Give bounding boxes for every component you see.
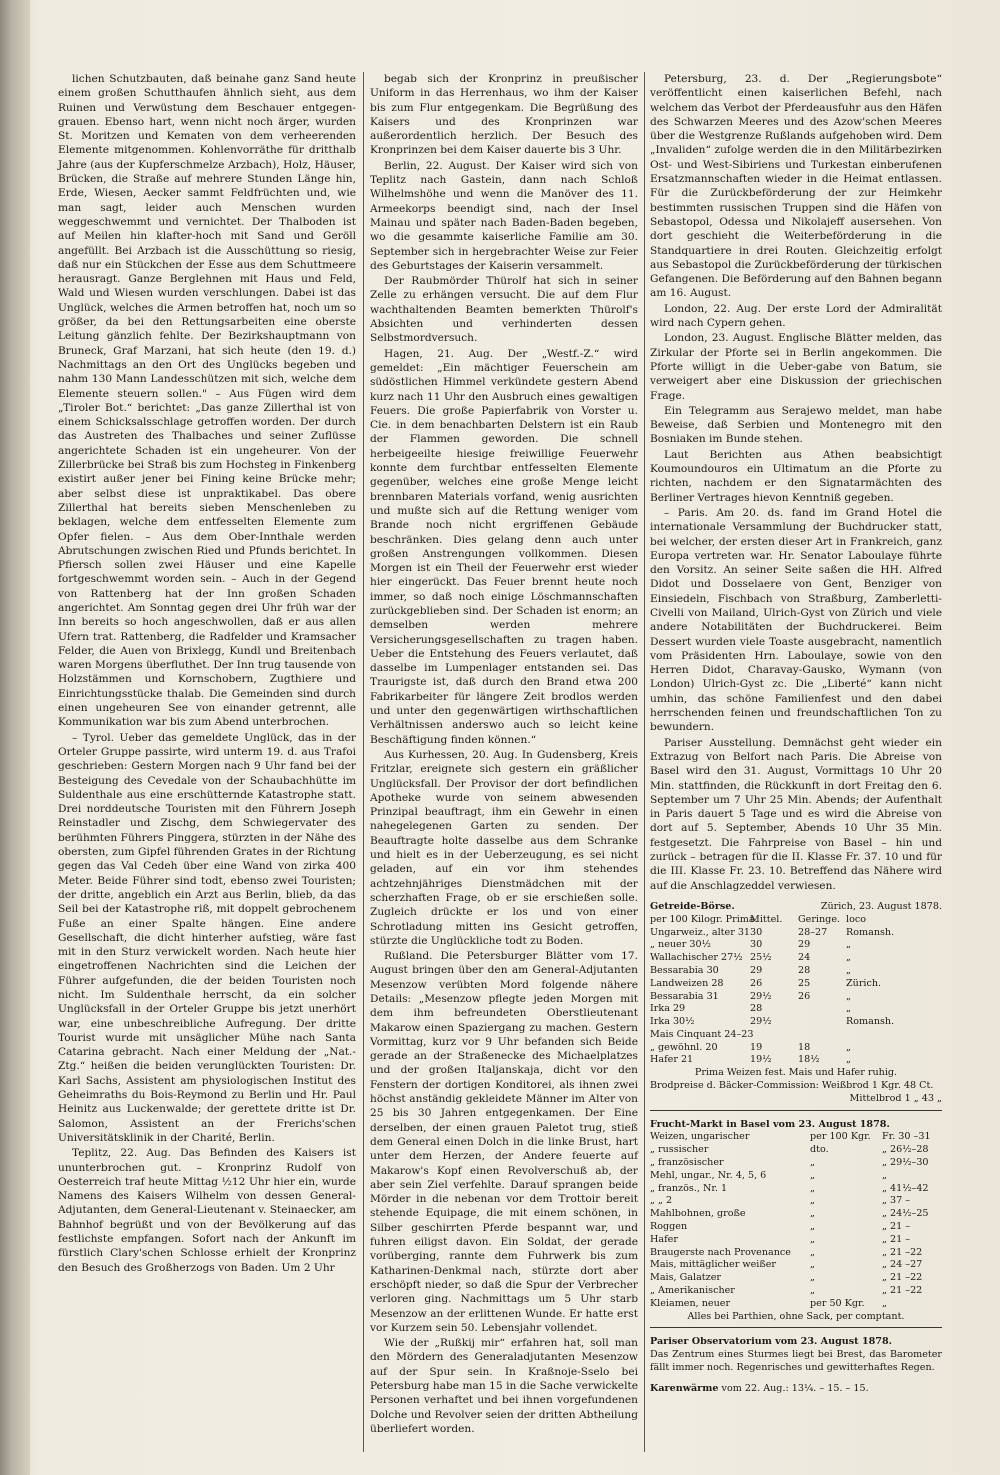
table-cell: „ 24 –27 — [882, 1259, 923, 1271]
temperature-report — [650, 1383, 942, 1396]
table-cell: Romansh. — [846, 1016, 895, 1028]
table-row — [650, 1042, 942, 1055]
table-cell: Roggen — [650, 1221, 688, 1233]
table-cell: „ — [882, 1169, 887, 1181]
table-cell: „ — [846, 1054, 851, 1066]
table-cell: Mais Cinquant 24–23 — [650, 1028, 754, 1040]
table-cell: per 50 Kgr. — [810, 1297, 865, 1309]
grain-exchange-header — [650, 901, 942, 914]
article-paragraph: – Tyrol. Ueber das gemeldete Unglück, das in der Orteler Gruppe passirte, wird unterm 19. d. aus Trafoi geschrieben: Gestern Morgen nach 9 Uhr fand bei der Besteigung des Cevedale von der Schaubachhütte im Suldenthale aus eine erschütternde Katastrophe statt. Drei norddeutsche Touristen mit den Führern Joseph Reinstadler und Zischg, dem Schwiegervater des berühmten Führers Pinggera, stürzten in der Nähe des obersten, zum Gipfel führenden Grates in der Richtung gegen das Val Cedeh über eine Wand von zirka 400 Meter. Beide Führer sind todt, ebenso zwei Touristen; der dritte, angeblich ein Arzt aus Berlin, blieb, da das Seil bei der Katastrophe riß, mit doppelt gebrochenem Fuße an einer Spalte hängen. Eine andere Gesellschaft, die dicht hinterher aufstieg, wäre fast mit in den Sturz verwickelt worden. Nach heute hier eingetroffenen Nachrichten sind die Leichen der Führer aufgefunden, die der beiden Touristen noch nicht. Im Suldenthale herrscht, da ein solcher Unglücksfall in der Orteler Gruppe bis jetzt unerhört war, eine unbeschreibliche Aufregung. Der dritte Tourist wurde mit unsäglicher Mühe nach Santa Catarina gebracht. Nach einer Meldung der „Nat.-Ztg.“ heißen die beiden verunglückten Touristen: Dr. Karl Sachs, Assistent am physiologischen Institut des Geheimraths du Bois-Reymond zu Berlin und Hr. Paul Heinitz aus Luckenwalde; der gerettete dritte ist Dr. Salomon, Assistent an der Frerichs'schen Universitätsklinik in der Charité, Berlin. — [58, 731, 356, 1144]
table-cell: 24 — [798, 952, 811, 964]
table-cell: „ — [882, 1297, 887, 1309]
table-cell: „ — [846, 964, 851, 976]
table-row — [650, 1208, 942, 1221]
table-cell: „ — [810, 1195, 815, 1207]
article-paragraph: Pariser Ausstellung. Demnächst geht wieder ein Extrazug von Belfort nach Paris. Die Abreise von Basel wird den 31. August, Vormittags 10 Uhr 20 Min. stattfinden, die Rückkunft in dort Freitag den 6. September um 7 Uhr 25 Min. Abends; der Aufenthalt in Paris dauert 5 Tage und es wird die Abreise von dort auf 5. September, Abends 10 Uhr 35 Min. festgesetzt. Die Fahrpreise von Basel – hin und zurück – betragen für die II. Klasse Fr. 37. 10 und für die III. Klasse Fr. 23. 10. Betreffend das Nähere wird auf die Anschlagzeddel verwiesen. — [650, 736, 942, 892]
table-cell: „ — [810, 1182, 815, 1194]
table-cell: „ — [810, 1169, 815, 1181]
article-paragraph: London, 23. August. Englische Blätter melden, das Zirkular der Pforte sei in Berlin angekommen. Die Pforte willigt in die Ueber-gabe von Batum, sie verweigert aber eine Diskussion der griechischen Frage. — [650, 332, 942, 402]
grain-exchange-rows — [650, 927, 942, 1068]
fruit-market-note: Alles bei Parthien, ohne Sack, per comptant. — [687, 1310, 905, 1322]
table-cell: „ 21 –22 — [882, 1285, 923, 1297]
section-divider — [650, 1110, 942, 1111]
observatory-text: Das Zentrum eines Sturmes liegt bei Brest, das Barometer fällt immer noch. Regenrisches und gewitterhaftes Regen. — [650, 1349, 942, 1374]
grain-exchange-note: Prima Weizen fest. Mais und Hafer ruhig. — [694, 1067, 898, 1079]
table-cell: „ französ., Nr. 1 — [650, 1182, 728, 1194]
table-cell: 25 — [798, 977, 811, 989]
table-cell: 26 — [750, 977, 763, 989]
table-cell: dto. — [810, 1144, 829, 1156]
table-cell: Landweizen 28 — [650, 977, 724, 989]
article-paragraph: begab sich der Kronprinz in preußischer Uniform in das Herrenhaus, wo ihm der Kaiser bis zum Flur entgegenkam. Die Begrüßung des Kaisers und des Kronprinzen war außerordentlich herzlich. Der Besuch des Kronprinzen bei dem Kaiser dauerte bis 3 Uhr. — [370, 73, 638, 157]
table-header-row — [650, 914, 942, 927]
table-cell: 19½ — [750, 1054, 772, 1066]
grain-exchange-title: Getreide-Börse. — [650, 900, 735, 912]
table-cell: Hafer 21 — [650, 1054, 694, 1066]
table-cell: „ — [846, 990, 851, 1002]
table-cell: Weizen, ungarischer — [650, 1131, 750, 1143]
table-cell: „ gewöhnl. 20 — [650, 1041, 718, 1053]
table-cell: Braugerste nach Provenance — [650, 1246, 791, 1258]
column-1 — [58, 72, 356, 1452]
table-row — [650, 1259, 942, 1272]
table-cell: „ — [810, 1208, 815, 1220]
table-row — [650, 1144, 942, 1157]
table-row — [650, 927, 942, 940]
table-cell: Kleiamen, neuer — [650, 1297, 731, 1309]
table-header-cell: per 100 Kilogr. Prima. — [650, 913, 758, 925]
table-cell: Romansh. — [846, 926, 895, 938]
table-row — [650, 991, 942, 1004]
table-cell: Zürich. — [846, 977, 882, 989]
table-cell: „ Amerikanischer — [650, 1285, 735, 1297]
fruit-market-title: Frucht-Markt in Basel vom 23. August 1878. — [650, 1118, 890, 1130]
table-cell: 18½ — [798, 1054, 820, 1066]
table-header-cell: Mittel. — [750, 913, 783, 925]
table-cell — [798, 1016, 846, 1029]
table-cell: Hafer — [650, 1233, 678, 1245]
article-paragraph: Ein Telegramm aus Serajewo meldet, man habe Beweise, daß Serbien und Montenegro mit den Bosniaken im Bunde stehen. — [650, 404, 942, 446]
table-row — [650, 1183, 942, 1196]
table-row — [650, 1298, 942, 1311]
table-cell: 28–27 — [798, 926, 828, 938]
table-cell: 29 — [798, 939, 811, 951]
table-cell: Mais, Galatzer — [650, 1272, 721, 1284]
article-paragraph: – Paris. Am 20. ds. fand im Grand Hotel die internationale Versammlung der Buchdrucker statt, bei welcher, der ersten dieser Art in Frankreich, ganz Europa vertreten war. Hr. Senator Laboulaye führte den Vorsitz. An seiner Seite saßen die HH. Alfred Didot und Dosselaere von Gent, Benziger von Einsiedeln, Fischbach von Straßburg, Zamberletti-Civelli von Mailand, Ulrich-Gyst von Zürich und viele andere Notabilitäten der Buchdruckerei. Beim Dessert wurden viele Toaste ausgebracht, namentlich vom Präsidenten Hrn. Laboulaye, sowie von den Herren Didot, Charavay-Gausko, Wymann (von London) Ulrich-Gyst zc. Die „Liberté“ kann nicht umhin, das schöne Familienfest und den dabei herrschenden feinen und freundschaftlichen Ton zu bewundern. — [650, 506, 942, 734]
table-row — [650, 939, 942, 952]
table-cell: 29½ — [750, 1016, 772, 1028]
table-cell: 30 — [750, 939, 763, 951]
table-cell: „ „ 2 — [650, 1195, 673, 1207]
table-cell: „ französischer — [650, 1157, 724, 1169]
temperature-text: vom 22. Aug.: 13¼. – 15. – 15. — [721, 1382, 869, 1394]
table-cell: Bessarabia 30 — [650, 964, 719, 976]
bread-price: Brodpreise d. Bäcker-Commission: Weißbrod 1 Kgr. 48 Ct. — [650, 1080, 934, 1092]
table-cell: 19 — [750, 1041, 763, 1053]
article-paragraph: Laut Berichten aus Athen beabsichtigt Koumoundouros ein Ultimatum an die Pforte zu richten, nachdem er den Signatarmächten des Berliner Vertrages hievon Kenntniß gegeben. — [650, 448, 942, 504]
table-cell: „ 24½–25 — [882, 1208, 929, 1220]
article-paragraph: Berlin, 22. August. Der Kaiser wird sich von Teplitz nach Gastein, dann nach Schloß Wilhelmshöhe und wenn die Manöver des 11. Armeekorps beendigt sind, nach der Insel Mainau und später nach Baden-Baden begeben, wo die gesammte kaiserliche Familie am 30. September sich in hergebrachter Weise zur Feier des Geburtstages der Kaiserin versammelt. — [370, 159, 638, 272]
table-cell: „ 21 –22 — [882, 1246, 923, 1258]
table-row — [650, 1054, 942, 1067]
column-divider — [363, 72, 364, 1452]
column-divider — [644, 72, 645, 1452]
table-cell: „ 41½–42 — [882, 1182, 929, 1194]
table-cell: 29 — [750, 964, 763, 976]
table-row — [650, 1016, 942, 1029]
table-cell: Mahlbohnen, große — [650, 1208, 746, 1220]
table-row — [650, 1029, 942, 1042]
table-header-cell: Geringe. — [798, 913, 841, 925]
table-cell — [750, 1029, 798, 1042]
article-paragraph: Der Raubmörder Thürolf hat sich in seiner Zelle zu erhängen versucht. Die auf dem Flur wachthaltenden Beamten bemerkten Thürolf's Absichten und verhinderten dessen Selbstmordversuch. — [370, 275, 638, 345]
table-row — [650, 1157, 942, 1170]
table-cell: Irka 29 — [650, 1003, 686, 1015]
fruit-market-rows — [650, 1131, 942, 1310]
table-cell: 28 — [750, 1003, 763, 1015]
temperature-label: Karenwärme — [650, 1382, 719, 1394]
article-paragraph: Rußland. Die Petersburger Blätter vom 17. August bringen über den am General-Adjutanten Mesenzow verübten Mord folgende nähere Details: „Mesenzow pflegte jeden Morgen mit dem ihm befreundeten Oberstlieutenant Makarow einen Spaziergang zu machen. Gestern Vormittag, kurz vor 9 Uhr befanden sich Beide gerade an der Straßenecke des Michaelplatzes und der großen Italjanskaja, dicht vor den Fenstern der dortigen Konditorei, als ihnen zwei höchst anständig gekleidete Männer im Alter von 25 bis 30 Jahren entgegenkamen. Der Eine derselben, der einen grauen Paletot trug, stieß dem General einen Dolch in die linke Brust, hart unter dem Herzen, der Andere feuerte auf Makarow's Kopf einen Revolverschuß ab, der aber sein Ziel verfehlte. Darauf sprangen beide Mörder in die nebenan vor dem Trottoir bereit stehende Equipage, die mit einem schönen, in Silber geschirrten Pferde bespannt war, und fuhren eiligst davon. Ein Soldat, der gerade vorüberging, rannte dem Fuhrwerk bis zum Katharinen-Denkmal nach, stürzte dort aber erschöpft nieder, so daß die Spur der Verbrecher verloren ging. Nachmittags um 5 Uhr starb Mesenzow an der erlittenen Wunde. Er hatte erst vor Kurzem sein 50. Lebensjahr vollendet. — [370, 950, 638, 1334]
table-cell: per 100 Kgr. — [810, 1131, 871, 1143]
table-cell: 25½ — [750, 952, 772, 964]
table-cell: „ — [810, 1272, 815, 1284]
book-spine — [0, 0, 30, 1475]
table-cell: Wallachischer 27½ — [650, 952, 743, 964]
article-paragraph: London, 22. Aug. Der erste Lord der Admiralität wird nach Cypern gehen. — [650, 302, 942, 330]
table-cell: „ — [810, 1285, 815, 1297]
table-row — [650, 1272, 942, 1285]
table-cell — [846, 1029, 888, 1042]
table-cell: „ — [810, 1221, 815, 1233]
table-cell: „ — [846, 1003, 851, 1015]
table-cell: „ neuer 30½ — [650, 939, 711, 951]
table-cell: „ — [846, 1041, 851, 1053]
table-row — [650, 1221, 942, 1234]
section-divider — [650, 1327, 942, 1328]
table-cell: „ russischer — [650, 1144, 709, 1156]
table-row — [650, 1234, 942, 1247]
table-cell — [798, 1029, 846, 1042]
table-header-cell: loco — [846, 913, 866, 925]
table-cell: „ — [810, 1157, 815, 1169]
table-cell: Irka 30½ — [650, 1016, 695, 1028]
table-row — [650, 1195, 942, 1208]
column-2 — [370, 72, 638, 1452]
table-cell: „ 21 – — [882, 1233, 911, 1245]
table-cell: 28 — [798, 964, 811, 976]
table-row — [650, 965, 942, 978]
fruit-market-table — [650, 1119, 942, 1324]
table-cell: Mehl, ungar., Nr. 4, 5, 6 — [650, 1169, 767, 1181]
table-cell: 18 — [798, 1041, 811, 1053]
observatory-report — [650, 1336, 942, 1374]
article-paragraph: lichen Schutzbauten, daß beinahe ganz Sand heute einem großen Schutthaufen ähnlich sieht, aus dem Ruinen und Verwüstung dem Beschauer entgegen-grauen. Ebenso hart, wenn nicht noch ärger, wurden St. Moritzen und Kematen von dem verheerenden Elemente mitgenommen. Kohlenvorräthe für dritthalb Jahre (aus der Kupferschmelze Arzbach), Holz, Häuser, Brücken, die Straße auf mehrere Stunden Länge hin, Erde, Wiesen, Aecker sammt Feldfrüchten und, wie man sagt, leider auch Menschen wurden weggeschwemmt und vernichtet. Der Thalboden ist auf Meilen hin klafter-hoch mit Sand und Geröll angefüllt. Bei Arzbach ist die Ausschüttung so riesig, daß nur ein Stückchen der Esse aus dem Schuttmeere herausragt. Ganze Berglehnen mit Haus und Feld, Wald und Wiesen wurden verschlungen. Dabei ist das Unglück, welches die Armen betroffen hat, noch um so größer, da bei den Rettungsarbeiten eine oberste Leitung gänzlich fehlte. Der Bezirkshauptmann von Bruneck, Graf Marzani, hat sich heute (den 19. d.) Nachmittags an den Ort des Unglücks begeben und nahm 130 Mann Landesschützen mit sich, welche dem Elemente steuern sollen." – Aus Fügen wird dem „Tiroler Bot.“ berichtet: „Das ganze Zillerthal ist von einem Schicksalsschlage getroffen worden. Der durch das Austreten des Thalbaches und seiner Zuflüsse angerichtete Schaden ist ein ungeheurer. Von der Zillerbrücke bei Straß bis zum Hochsteg in Finkenberg existirt außer jener bei Fining keine Brücke mehr; aber selbst diese ist unpraktikabel. Das obere Zillerthal hat bereits sieben Menschenleben zu beklagen, welche dem entfesselten Elemente zum Opfer fielen. – Aus dem Ober-Innthale werden Abrutschungen zwischen Ried und Pfunds berichtet. In Pfiersch sollen zwei Häuser und eine Kapelle fortgeschwemmt worden sein. – Auch in der Gegend von Rattenberg hat der Inn großen Schaden angerichtet. Am Sonntag gegen drei Uhr früh war der Inn bereits so hoch angeschwollen, daß er aus allen Ufern trat. Rattenberg, die Radfelder und Kramsacher Felder, die Auen von Brixlegg, Kundl und Breitenbach waren Morgens überfluthet. Der Inn trug tausende von Holzstämmen und Kornschobern, Zugthiere und Einrichtungsstücke thalab. Die Gemeinden sind durch einen ungeheuren See von einander getrennt, alle Kommunikation war bis zum Abend unterbrochen. — [58, 73, 356, 729]
table-row — [650, 1170, 942, 1183]
table-cell: Ungarweiz., alter 31 — [650, 926, 751, 938]
table-cell: „ — [810, 1259, 815, 1271]
table-row — [650, 1247, 942, 1260]
article-paragraph: Petersburg, 23. d. Der „Regierungsbote“ veröffentlicht einen kaiserlichen Befehl, nach welchem das Verbot der Pferdeausfuhr aus den Häfen des Schwarzen Meeres und des Azow'schen Meeres über die Westgrenze Rußlands aufgehoben wird. Dem „Invaliden“ zufolge werden die in den Militärbezirken Ost- und West-Sibiriens und Turkestan einberufenen Ersatzmannschaften wieder in die Heimat entlassen. Für die Zurückbeförderung der zur Heimkehr bestimmten russischen Truppen sind die Häfen von Sebastopol, Odessa und Nikolajeff ausersehen. Von dort geschieht die Weiterbeförderung in die Standquartiere in drei Routen. Gleichzeitig erfolgt aus Sebastopol die Zurückbeförderung der türkischen Gefangenen. Die Beförderung auf den Bahnen begann am 16. August. — [650, 73, 943, 300]
table-cell: Fr. 30 –31 — [882, 1131, 931, 1143]
table-cell: 29½ — [750, 990, 772, 1002]
article-paragraph: Wie der „Rußkij mir“ erfahren hat, soll man den Mördern des Generaladjutanten Mesenzow auf der Spur sein. In Kraßnoje-Sselo bei Petersburg habe man 15 in die Sache verwickelte Personen verhaftet und bei ihnen vorgefundenen Dolche und Revolver seien der dritten Abtheilung überliefert worden. — [370, 1337, 638, 1435]
article-paragraph: Teplitz, 22. Aug. Das Befinden des Kaisers ist ununterbrochen gut. – Kronprinz Rudolf von Oesterreich traf heute Mittag ½12 Uhr hier ein, wurde Namens des Kaisers Wilhelm von dessen General-Adjutanten, dem General-Lieutenant v. Steinaecker, am Bahnhof begrüßt und von der Bevölkerung auf das festlichste empfangen. Sofort nach der Ankunft im fürstlich Clary'schen Schlosse erhielt der Kronprinz den Besuch des Großherzogs von Baden. Um 2 Uhr — [58, 1147, 356, 1274]
column-3 — [650, 72, 942, 1452]
table-cell — [798, 1003, 846, 1016]
table-cell: „ 29½–30 — [882, 1157, 929, 1169]
grain-exchange-place-date: Zürich, 23. August 1878. — [820, 900, 942, 912]
article-paragraph: Aus Kurhessen, 20. Aug. In Gudensberg, Kreis Fritzlar, ereignete sich gestern ein gräßlicher Unglücksfall. Der Provisor der dort befindlichen Apotheke wurde von seinem abwesenden Prinzipal beauftragt, ihm ein Gewehr in einen nahegelegenen Garten zu senden. Der Beauftragte holte dasselbe aus dem Schranke und hielt es in der Ueberzeugung, es sei nicht geladen, auf ein vor ihm stehendes achtzehnjähriges Dienstmädchen mit der scherzhaften Frage, ob er sie erschießen solle. Zugleich drückte er los und von einer Schrotladung mitten ins Gesicht getroffen, stürzte die Unglückliche todt zu Boden. — [370, 748, 638, 947]
table-cell: Bessarabia 31 — [650, 990, 719, 1002]
table-cell: „ — [810, 1233, 815, 1245]
table-cell: „ 37 – — [882, 1195, 911, 1207]
table-cell: „ — [846, 939, 851, 951]
bread-price-mittel: Mittelbrod 1 „ 43 „ — [849, 1092, 942, 1104]
table-cell: „ 21 – — [882, 1221, 911, 1233]
table-row — [650, 1003, 942, 1016]
table-row — [650, 952, 942, 965]
table-row — [650, 1285, 942, 1298]
table-cell: „ 21 –22 — [882, 1272, 923, 1284]
table-cell: 26 — [798, 990, 811, 1002]
table-row — [650, 1131, 942, 1144]
table-cell: „ 26½–28 — [882, 1144, 929, 1156]
table-cell: „ — [846, 952, 851, 964]
table-cell: „ — [810, 1246, 815, 1258]
table-cell: Mais, mittäglicher weißer — [650, 1259, 777, 1271]
table-row — [650, 978, 942, 991]
article-paragraph: Hagen, 21. Aug. Der „Westf.-Z.“ wird gemeldet: „Ein mächtiger Feuerschein am südöstlichen Himmel verkündete gestern Abend kurz nach 11 Uhr den Ausbruch eines gewaltigen Feuers. Die große Papierfabrik von Vorster u. Cie. in dem benachbarten Delstern ist ein Raub der Flammen geworden. Die schnell herbeigeeilte hiesige freiwillige Feuerwehr konnte dem furchtbar entfesselten Elemente gegenüber, welches eine große Menge leicht brennbaren Materials vorfand, wenig ausrichten und mußte sich auf die Rettung weniger vom Brande noch nicht ergriffenen Gebäude beschränken. Dies gelang denn auch unter großen Anstrengungen vollkommen. Diesen Morgen ist ein Theil der Feuerwehr erst wieder hier eingerückt. Das Feuer brennt heute noch immer, so daß noch einige Löschmannschaften zurückgeblieben sind. Der Schaden ist enorm; an demselben werden mehrere Versicherungsgesellschaften zu tragen haben. Ueber die Entstehung des Feuers verlautet, daß dasselbe im Lumpenlager entstanden sei. Das Traurigste ist, daß durch den Brand etwa 200 Fabrikarbeiter für längere Zeit brodlos werden und unter den gegenwärtigen wirthschaftlichen Verhältnissen anderswo auch so leicht keine Beschäftigung finden können.“ — [370, 347, 638, 746]
table-cell: 30 — [750, 926, 763, 938]
grain-exchange-table — [650, 901, 942, 1106]
observatory-title: Pariser Observatorium vom 23. August 1878. — [650, 1336, 892, 1348]
